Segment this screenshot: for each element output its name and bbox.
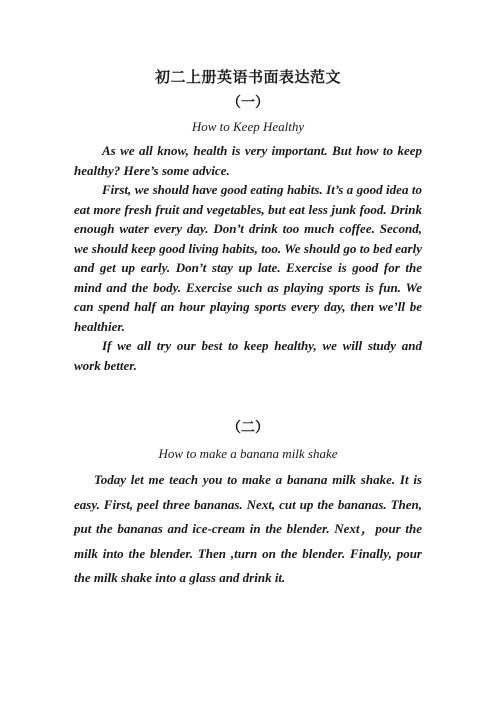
section-2-heading: How to make a banana milk shake (158, 446, 338, 461)
document-title: 初二上册英语书面表达范文 (154, 70, 341, 86)
section-1-heading: How to Keep Healthy (191, 119, 305, 134)
paragraph: As we all know, health is very important. But how to keep healthy? Here’s some advice. (74, 143, 422, 178)
section-1-body (74, 141, 422, 375)
section-2-body (74, 468, 422, 591)
paragraph: Today let me teach you to make a banana milk shake. It is easy. First, peel three bananas. Next, cut up the bananas. Then, put the bananas and ice-cream in the blender. Next，pour the milk into the blender. Then ,turn on the blender. Finally, pour the milk shake into a glass and drink it. (74, 472, 422, 585)
paragraph: First, we should have good eating habits. It’s a good idea to eat more fresh fruit and vegetables, but eat less junk food. Drink enough water every day. Don’t drink too much coffee. Second, we should keep good living habits, too. We should go to bed early and get up early. Don’t stay up late. Exercise is good for the mind and the body. Exercise such as playing sports is fun. We can spend half an hour playing sports every day, then we’ll be healthier. (74, 182, 422, 334)
section-1-marker: （一） (227, 96, 269, 111)
section-2-marker: （二） (227, 421, 269, 436)
paragraph: If we all try our best to keep healthy, we will study and work better. (74, 338, 422, 373)
